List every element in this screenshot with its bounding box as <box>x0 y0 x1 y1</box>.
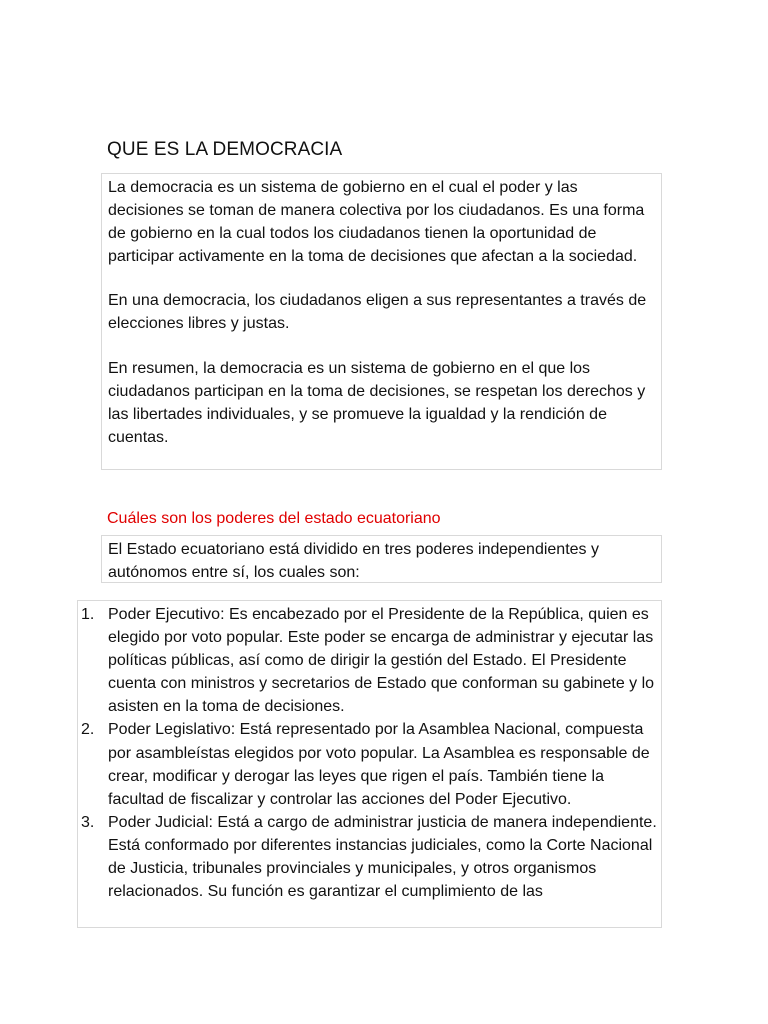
list-item-executive <box>78 603 657 718</box>
list-item-text: Poder Ejecutivo: Es encabezado por el Presidente de la República, quien es elegido por voto popular. Este poder se encarga de administrar y ejecutar las políticas públicas, así como de dirigir la gestión del Estado. El Presidente cuenta con ministros y secretarios de Estado que conforman su gabinete y lo asisten en la toma de decisiones. <box>108 606 655 716</box>
powers-list-box <box>77 600 662 928</box>
list-item-judicial <box>78 811 657 903</box>
elections-paragraph: En una democracia, los ciudadanos eligen a sus representantes a través de elecciones libres y justas. <box>108 292 647 333</box>
list-number: 3. <box>81 813 95 831</box>
list-item-text: Poder Legislativo: Está representado por la Asamblea Nacional, compuesta por asambleístas elegidos por voto popular. La Asamblea es responsable de crear, modificar y derogar las leyes que rigen el país. También tiene la facultad de fiscalizar y controlar las acciones del Poder Ejecutivo. <box>108 721 650 808</box>
section-intro-text: El Estado ecuatoriano está dividido en tres poderes independientes y autónomos entre sí, los cuales son: <box>108 541 599 582</box>
powers-list <box>78 603 657 903</box>
page-title: QUE ES LA DEMOCRACIA <box>107 139 343 160</box>
list-number: 1. <box>81 606 95 623</box>
summary-paragraph: En resumen, la democracia es un sistema de gobierno en el que los ciudadanos participan en la toma de decisiones, se respetan los derechos y las libertades individuales, y se promueve la igualdad y la rendición de cuentas. <box>108 359 646 446</box>
section-heading: Cuáles son los poderes del estado ecuatoriano <box>107 510 441 527</box>
definition-text-box <box>101 173 662 470</box>
list-item-text: Poder Judicial: Está a cargo de administrar justicia de manera independiente. Está conformado por diferentes instancias judiciales, como la Corte Nacional de Justicia, tribunales provinciales y municipales, y otros organismos relacionados. Su función es garantizar el cumplimiento de las <box>108 813 657 901</box>
list-item-legislative <box>78 718 657 810</box>
list-number: 2. <box>81 721 95 739</box>
section-intro-box <box>101 535 662 583</box>
definition-paragraph: La democracia es un sistema de gobierno en el cual el poder y las decisiones se toman de manera colectiva por los ciudadanos. Es una forma de gobierno en la cual todos los ciudadanos tienen la oportunidad de participar activamente en la toma de decisiones que afectan a la sociedad. <box>108 179 645 266</box>
